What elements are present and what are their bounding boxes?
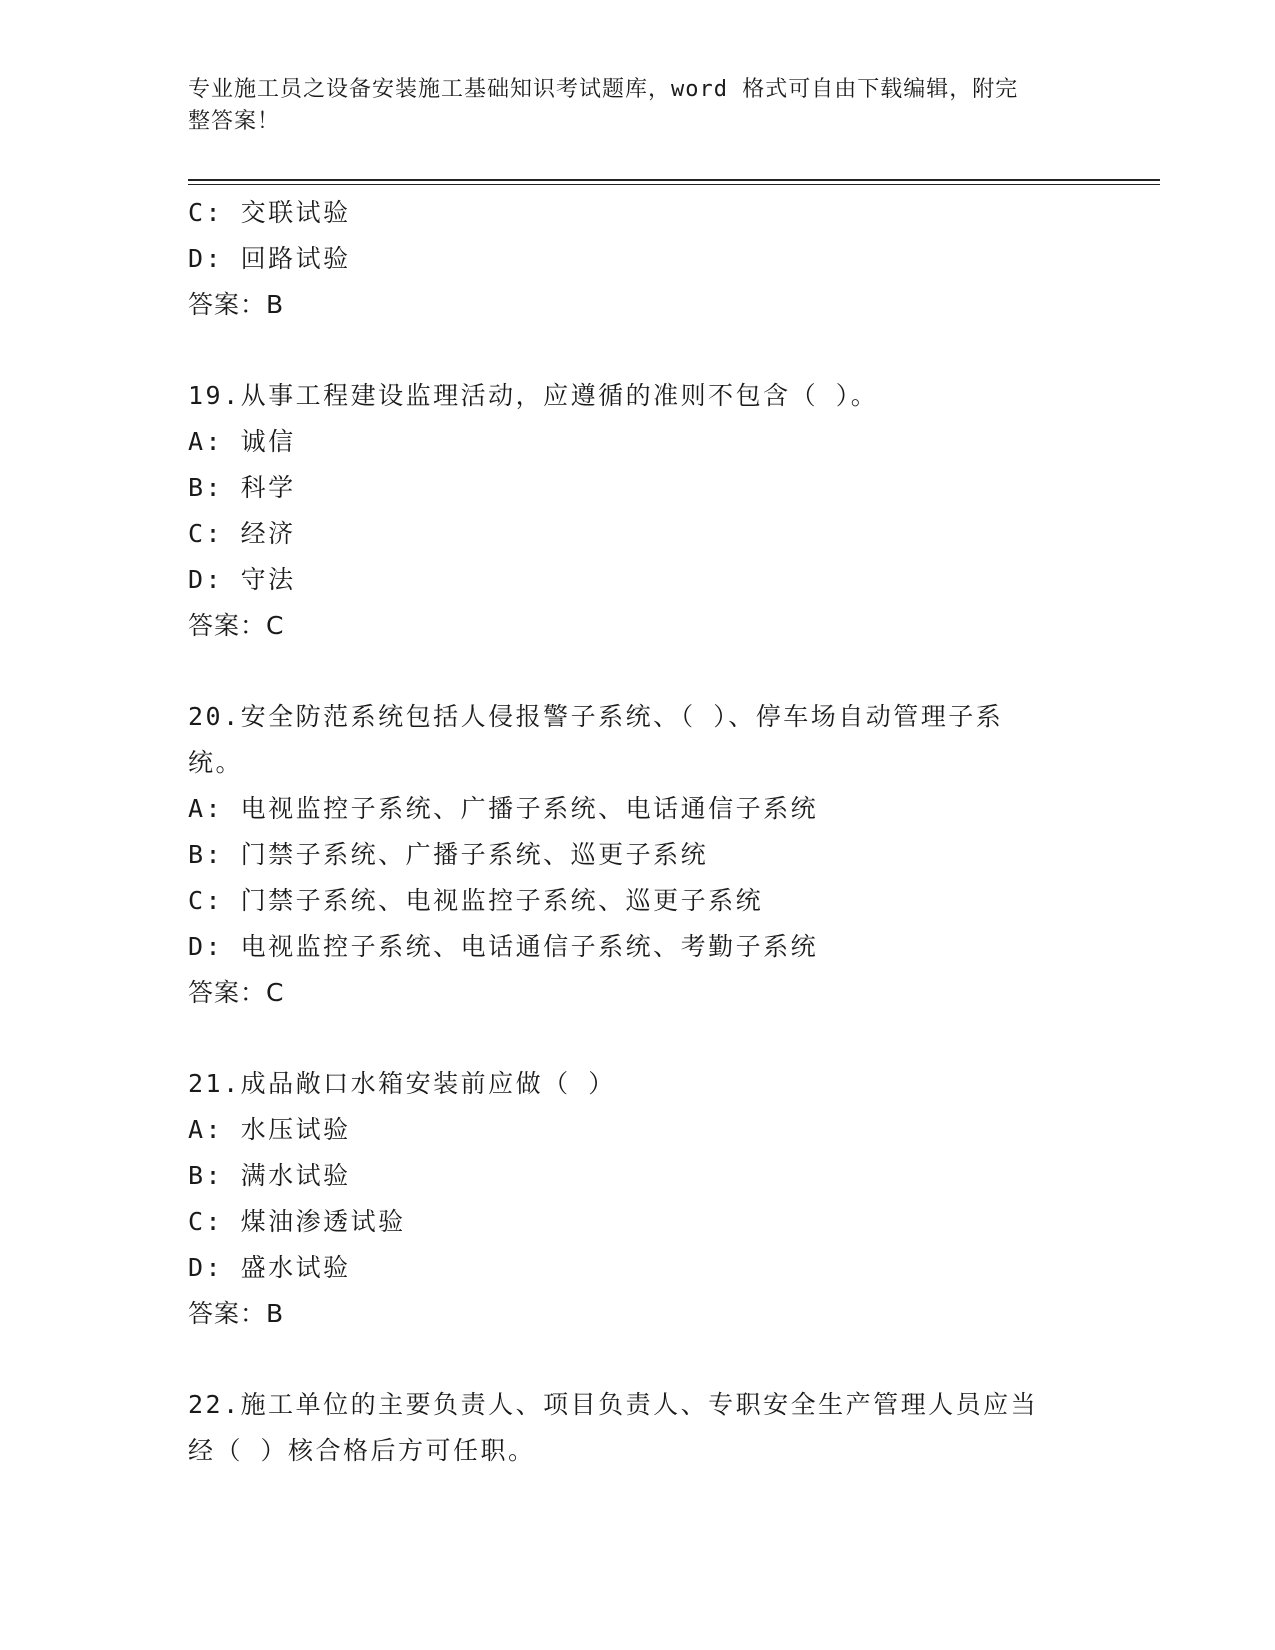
answer-line: 答案：B (188, 1299, 285, 1328)
option-d: D: 盛水试验 (188, 1253, 351, 1282)
document-header (188, 74, 1068, 138)
option-a: A: 诚信 (188, 427, 296, 456)
question-stem-line-2: 经（ ）核合格后方可任职。 (188, 1436, 536, 1465)
exam-content (188, 190, 1088, 1474)
header-line-1: 专业施工员之设备安装施工基础知识考试题库，word 格式可自由下载编辑，附完 (188, 77, 1019, 102)
question-block-prev (188, 190, 1088, 328)
option-d: D: 回路试验 (188, 244, 351, 273)
header-line-2: 整答案！ (188, 109, 281, 134)
question-stem-line-1: 20.安全防范系统包括人侵报警子系统、（ ）、停车场自动管理子系 (188, 702, 1004, 731)
question-stem: 21.成品敞口水箱安装前应做（ ） (188, 1069, 616, 1098)
option-b: B: 满水试验 (188, 1161, 351, 1190)
spacer (188, 1016, 1088, 1061)
question-block-21 (188, 1061, 1088, 1337)
spacer (188, 649, 1088, 694)
header-divider-thick (188, 179, 1160, 181)
option-b: B: 门禁子系统、广播子系统、巡更子系统 (188, 840, 709, 869)
option-d: D: 电视监控子系统、电话通信子系统、考勤子系统 (188, 932, 819, 961)
spacer (188, 328, 1088, 373)
question-block-20 (188, 694, 1088, 1016)
spacer (188, 1337, 1088, 1382)
answer-line: 答案：B (188, 290, 285, 319)
question-stem-line-2: 统。 (188, 748, 244, 777)
option-b: B: 科学 (188, 473, 296, 502)
option-c: C: 交联试验 (188, 198, 351, 227)
option-c: C: 经济 (188, 519, 296, 548)
answer-line: 答案：C (188, 611, 285, 640)
option-c: C: 门禁子系统、电视监控子系统、巡更子系统 (188, 886, 764, 915)
option-c: C: 煤油渗透试验 (188, 1207, 406, 1236)
option-d: D: 守法 (188, 565, 296, 594)
answer-line: 答案：C (188, 978, 285, 1007)
question-stem: 19.从事工程建设监理活动，应遵循的准则不包含（ ）。 (188, 381, 879, 410)
question-block-19 (188, 373, 1088, 649)
question-block-22 (188, 1382, 1088, 1474)
option-a: A: 电视监控子系统、广播子系统、电话通信子系统 (188, 794, 819, 823)
option-a: A: 水压试验 (188, 1115, 351, 1144)
header-divider-thin (188, 184, 1160, 185)
question-stem-line-1: 22.施工单位的主要负责人、项目负责人、专职安全生产管理人员应当 (188, 1390, 1039, 1419)
